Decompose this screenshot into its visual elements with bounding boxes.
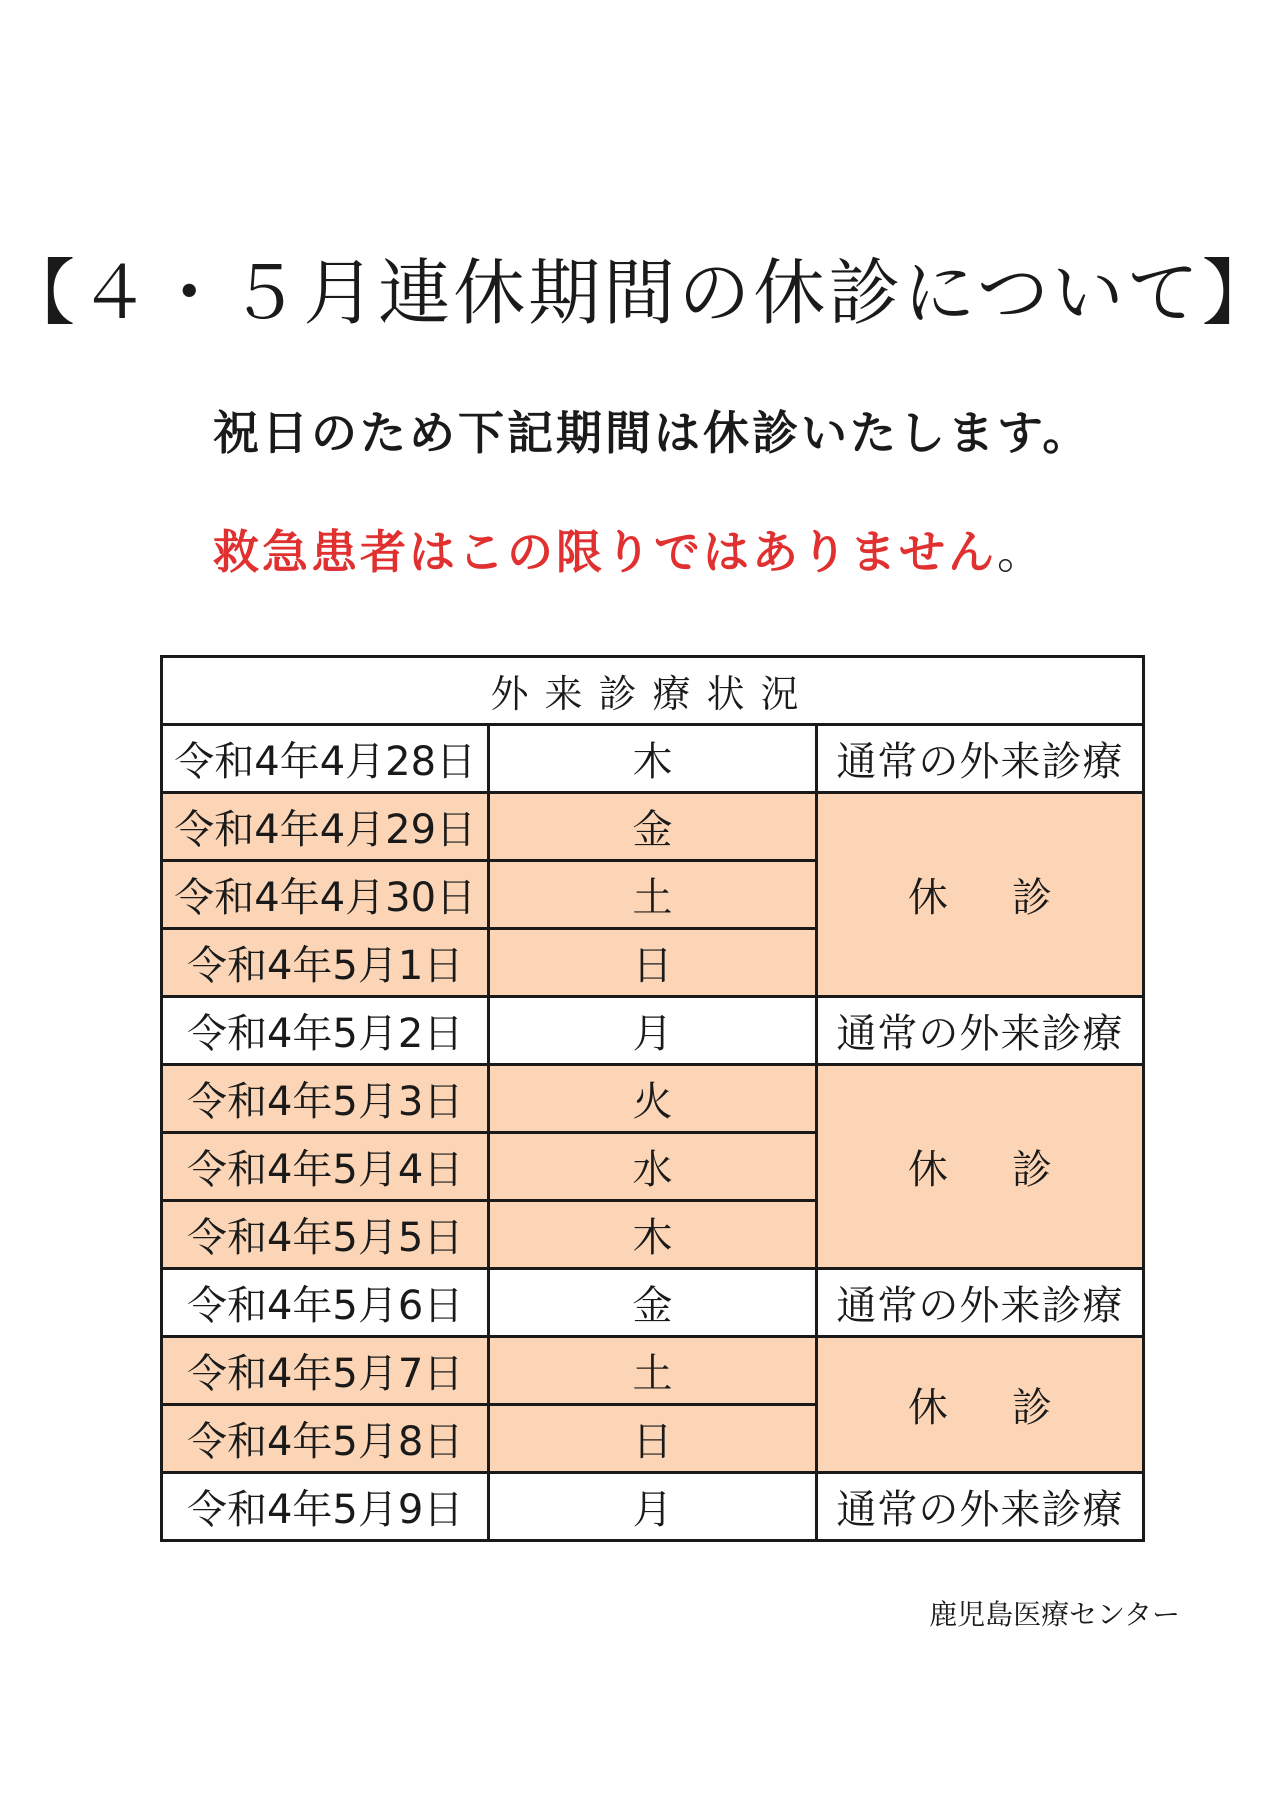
status-cell: 通常の外来診療 <box>816 1269 1143 1337</box>
table-header-row <box>162 657 1144 725</box>
status-cell: 通常の外来診療 <box>816 725 1143 793</box>
date-cell: 令和4年5月1日 <box>162 929 489 997</box>
date-cell: 令和4年5月2日 <box>162 997 489 1065</box>
closed-status-cell: 休診 <box>816 793 1143 997</box>
weekday-cell: 土 <box>489 861 816 929</box>
weekday-cell: 水 <box>489 1133 816 1201</box>
weekday-cell: 木 <box>489 725 816 793</box>
status-cell: 通常の外来診療 <box>816 1473 1143 1541</box>
closed-status-cell: 休診 <box>816 1065 1143 1269</box>
weekday-cell: 木 <box>489 1201 816 1269</box>
date-cell: 令和4年5月4日 <box>162 1133 489 1201</box>
weekday-cell: 月 <box>489 1473 816 1541</box>
date-cell: 令和4年5月8日 <box>162 1405 489 1473</box>
date-cell: 令和4年5月7日 <box>162 1337 489 1405</box>
table-row <box>162 1473 1144 1541</box>
weekday-cell: 金 <box>489 1269 816 1337</box>
weekday-cell: 火 <box>489 1065 816 1133</box>
date-cell: 令和4年4月30日 <box>162 861 489 929</box>
weekday-cell: 土 <box>489 1337 816 1405</box>
weekday-cell: 金 <box>489 793 816 861</box>
closed-status-cell: 休診 <box>816 1337 1143 1473</box>
date-cell: 令和4年5月6日 <box>162 1269 489 1337</box>
weekday-cell: 日 <box>489 1405 816 1473</box>
table-row <box>162 725 1144 793</box>
emergency-period: 。 <box>997 525 1046 579</box>
date-cell: 令和4年4月28日 <box>162 725 489 793</box>
status-cell: 通常の外来診療 <box>816 997 1143 1065</box>
table-row <box>162 793 1144 861</box>
date-cell: 令和4年5月3日 <box>162 1065 489 1133</box>
weekday-cell: 日 <box>489 929 816 997</box>
table-row <box>162 997 1144 1065</box>
table-row <box>162 1269 1144 1337</box>
date-cell: 令和4年5月9日 <box>162 1473 489 1541</box>
emergency-text: 救急患者はこの限りではありません <box>213 525 997 579</box>
table-header: 外来診療状況 <box>162 657 1144 725</box>
organization-name: 鹿児島医療センター <box>929 1598 1180 1631</box>
closure-notice: 祝日のため下記期間は休診いたします。 <box>213 406 1092 460</box>
emergency-notice <box>213 522 1046 582</box>
table-row <box>162 1065 1144 1133</box>
table-row <box>162 1337 1144 1405</box>
outpatient-schedule-table <box>160 655 1145 1542</box>
date-cell: 令和4年5月5日 <box>162 1201 489 1269</box>
date-cell: 令和4年4月29日 <box>162 793 489 861</box>
page-title: 【４・５月連休期間の休診について】 <box>3 251 1277 335</box>
weekday-cell: 月 <box>489 997 816 1065</box>
